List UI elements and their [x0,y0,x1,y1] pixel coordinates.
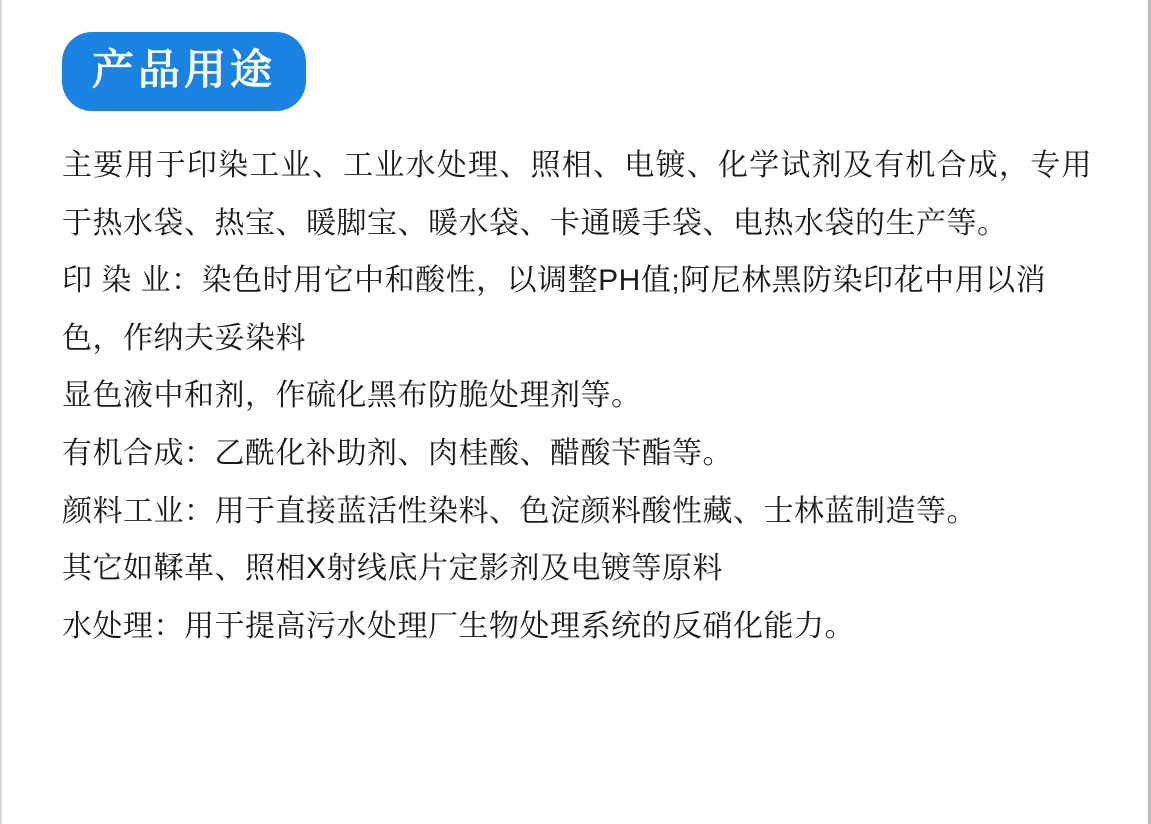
page-left-border [0,0,2,824]
usage-paragraph-water-treatment: 水处理：用于提高污水处理厂生物处理系统的反硝化能力。 [62,609,855,643]
usage-description-block [62,137,1092,655]
content-container [62,32,1092,655]
usage-paragraph-organic-synthesis: 有机合成：乙酰化补助剂、肉桂酸、醋酸苄酯等。 [62,436,733,470]
section-title-badge: 产品用途 [62,32,306,111]
usage-paragraph-main: 主要用于印染工业、工业水处理、照相、电镀、化学试剂及有机合成，专用于热水袋、热宝、暖脚宝、暖水袋、卡通暖手袋、电热水袋的生产等。 [62,149,1092,240]
usage-paragraph-dyeing: 印 染 业：染色时用它中和酸性，以调整PH值;阿尼林黑防染印花中用以消色，作纳夫妥染料 [62,264,1047,355]
usage-paragraph-pigment-industry: 颜料工业：用于直接蓝活性染料、色淀颜料酸性藏、士林蓝制造等。 [62,494,977,528]
usage-paragraph-color-developer: 显色液中和剂，作硫化黑布防脆处理剂等。 [62,379,642,413]
usage-paragraph-other: 其它如鞣革、照相X射线底片定影剂及电镀等原料 [62,552,724,586]
